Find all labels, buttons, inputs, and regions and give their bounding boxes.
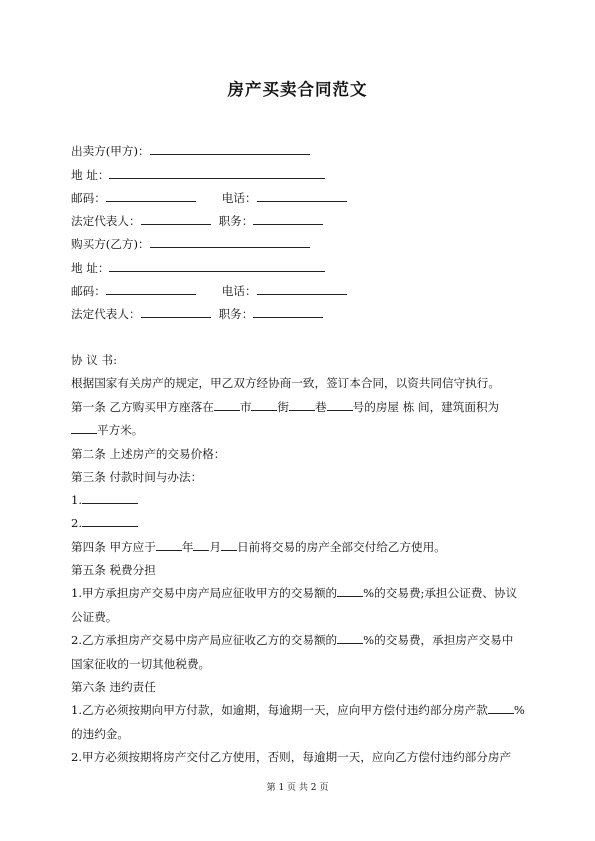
seller-postcode-blank[interactable] — [106, 190, 196, 202]
tax-item-1-line-2: 公证费。 — [71, 610, 118, 624]
buyer-name-blank[interactable] — [150, 236, 310, 248]
seller-tax-rate-blank[interactable] — [337, 585, 363, 597]
article-1-text-c: 街 — [277, 400, 290, 414]
payment-item-1-blank[interactable] — [82, 492, 138, 504]
buyer-tax-rate-blank[interactable] — [337, 632, 363, 644]
article-1-line-1 — [71, 399, 499, 415]
agreement-heading: 协 议 书: — [71, 353, 118, 367]
buyer-phone-blank[interactable] — [257, 283, 347, 295]
buyer-rep-label: 法定代表人： — [71, 307, 141, 321]
year-blank[interactable] — [156, 539, 182, 551]
city-blank[interactable] — [214, 399, 240, 411]
buyer-position-label: 职务： — [218, 307, 254, 321]
tax-item-2-line-2: 国家征收的一切其他税费。 — [71, 657, 211, 671]
seller-position-blank[interactable] — [253, 213, 323, 225]
buyer-contact-line — [71, 283, 347, 299]
tax-item-1-line-1 — [71, 585, 517, 601]
tax-item-2-line-1 — [71, 632, 513, 648]
tax-item-2-text-b: %的交易费，承担房产交易中 — [363, 633, 514, 647]
article-4-text-b: 年 — [181, 540, 194, 554]
month-blank[interactable] — [193, 539, 209, 551]
seller-rep-line — [71, 213, 323, 229]
intro-paragraph: 根据国家有关房产的规定，甲乙双方经协商一致，签订本合同，以资共同信守执行。 — [71, 376, 500, 390]
area-blank[interactable] — [71, 422, 97, 434]
buyer-label: 购买方(乙方)： — [71, 237, 150, 251]
street-blank[interactable] — [251, 399, 277, 411]
seller-postcode-label: 邮码： — [71, 191, 106, 205]
tax-item-1-text-a: 1.甲方承担房产交易中房产局应征收甲方的交易额的 — [71, 586, 338, 600]
seller-address-line — [71, 167, 325, 183]
buyer-address-label: 地 址： — [71, 261, 110, 275]
buyer-address-blank[interactable] — [109, 260, 325, 272]
article-4-text-a: 第四条 甲方应于 — [71, 540, 156, 554]
lane-blank[interactable] — [289, 399, 315, 411]
buyer-postcode-blank[interactable] — [106, 283, 196, 295]
breach-item-1-line-2: 的违约金。 — [71, 727, 129, 741]
document-title: 房产买卖合同范文 — [227, 80, 368, 99]
seller-phone-blank[interactable] — [257, 190, 347, 202]
article-1-text-f: 平方米。 — [97, 423, 144, 437]
buyer-rep-blank[interactable] — [141, 306, 211, 318]
payment-item-2 — [71, 515, 138, 531]
payment-item-1 — [71, 492, 138, 508]
article-4 — [71, 539, 446, 555]
article-1-line-2 — [71, 422, 143, 438]
buyer-address-line — [71, 260, 325, 276]
breach-item-1-text-b: % — [513, 703, 525, 717]
buyer-rep-line — [71, 306, 323, 322]
buyer-line — [71, 236, 310, 252]
article-5: 第五条 税费分担 — [71, 563, 156, 577]
buyer-position-blank[interactable] — [253, 306, 323, 318]
article-1-text-a: 第一条 乙方购买甲方座落在 — [71, 400, 214, 414]
payment-item-2-blank[interactable] — [82, 515, 138, 527]
seller-name-blank[interactable] — [150, 143, 310, 155]
tax-item-2-text-a: 2.乙方承担房产交易中房产局应征收乙方的交易额的 — [71, 633, 338, 647]
article-4-text-d: 日前将交易的房产全部交付给乙方使用。 — [237, 540, 446, 554]
article-1-text-d: 巷 — [315, 400, 327, 414]
buyer-phone-label: 电话： — [221, 284, 257, 298]
breach-rate-blank[interactable] — [488, 702, 514, 714]
article-2: 第二条 上述房产的交易价格： — [71, 447, 226, 461]
tax-item-1-text-b: %的交易费;承担公证费、协议 — [363, 586, 518, 600]
seller-contact-line — [71, 190, 347, 206]
payment-item-1-number: 1. — [71, 493, 83, 507]
number-blank[interactable] — [327, 399, 353, 411]
buyer-postcode-label: 邮码： — [71, 284, 106, 298]
payment-item-2-number: 2. — [71, 516, 83, 530]
article-1-text-e: 号的房屋 栋 间，建筑面积为 — [352, 400, 500, 414]
breach-item-2-line-1: 2.甲方必须按期将房产交付乙方使用，否则，每逾期一天，应向乙方偿付违约部分房产 — [71, 750, 512, 764]
seller-rep-label: 法定代表人： — [71, 214, 141, 228]
seller-position-label: 职务： — [218, 214, 254, 228]
seller-address-label: 地 址： — [71, 168, 110, 182]
seller-rep-blank[interactable] — [141, 213, 211, 225]
article-4-text-c: 月 — [209, 540, 222, 554]
seller-line — [71, 143, 310, 159]
seller-label: 出卖方(甲方)： — [71, 144, 150, 158]
article-1-text-b: 市 — [239, 400, 252, 414]
seller-phone-label: 电话： — [221, 191, 257, 205]
breach-item-1-line-1 — [71, 702, 525, 718]
seller-address-blank[interactable] — [109, 167, 325, 179]
article-3: 第三条 付款时间与办法： — [71, 470, 203, 484]
day-blank[interactable] — [221, 539, 237, 551]
article-6: 第六条 违约责任 — [71, 680, 156, 694]
page-footer: 第 1 页 共 2 页 — [266, 783, 329, 793]
breach-item-1-text-a: 1.乙方必须按期向甲方付款，如逾期，每逾期一天，应向甲方偿付违约部分房产款 — [71, 703, 488, 717]
